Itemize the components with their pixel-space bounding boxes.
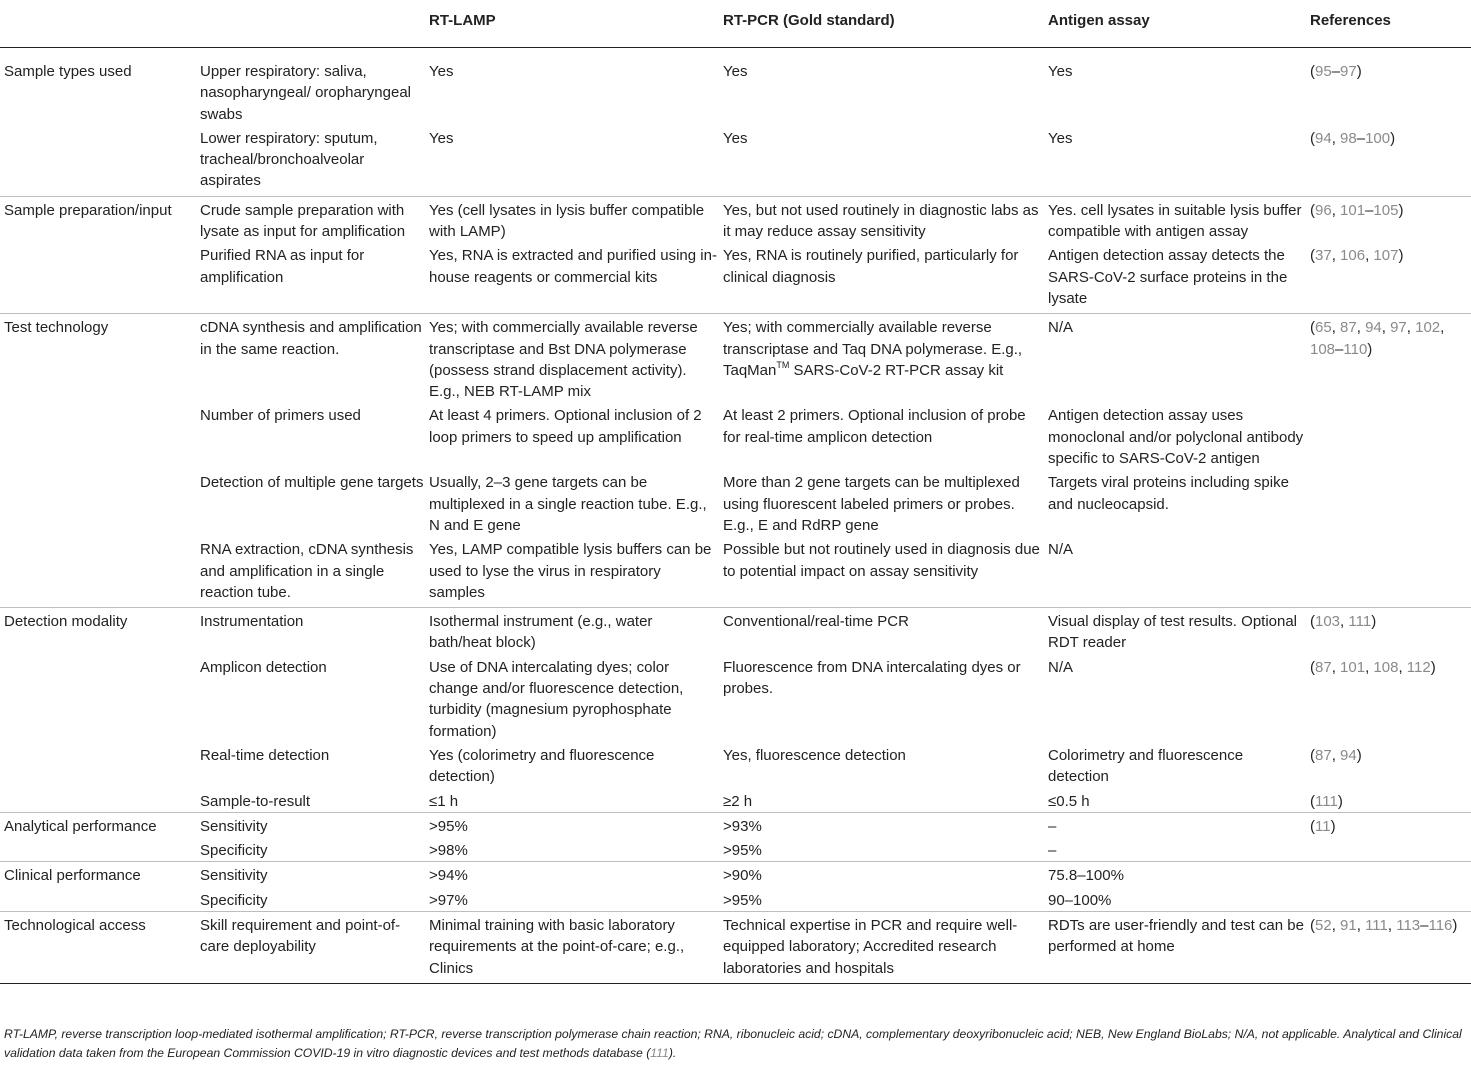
- table-row: [0, 469, 1471, 536]
- ref-dash: –: [1365, 201, 1374, 219]
- ref-link[interactable]: 107: [1373, 247, 1399, 265]
- feature-cell: Sensitivity: [200, 817, 268, 835]
- rt-lamp-cell: Usually, 2–3 gene targets can be multiplexed in a single reaction tube. E.g., N and E gene: [429, 474, 707, 534]
- ref-sep: ,: [1387, 916, 1397, 934]
- feature-cell: Specificity: [196, 887, 425, 912]
- ref-link[interactable]: 98: [1340, 129, 1357, 147]
- ref-paren: ): [1356, 746, 1362, 764]
- ref-paren: (: [1310, 817, 1315, 835]
- table-row: [0, 196, 1471, 242]
- category-cell: [0, 654, 196, 742]
- ref-sep: ,: [1331, 201, 1341, 219]
- category-cell: Technological access: [0, 911, 196, 983]
- rt-lamp-cell: >98%: [425, 837, 719, 862]
- ref-sep: ,: [1365, 247, 1374, 265]
- ref-paren: (: [1310, 746, 1315, 764]
- header-antigen-assay: Antigen assay: [1044, 3, 1306, 48]
- ref-link[interactable]: 110: [1343, 340, 1368, 358]
- antigen-cell: Visual display of test results. Optional RDT reader: [1048, 613, 1298, 652]
- table-header-row: [0, 3, 1471, 48]
- category-cell: [0, 469, 196, 536]
- antigen-cell: RDTs are user-friendly and test can be performed at home: [1044, 911, 1306, 983]
- ref-paren: ): [1430, 658, 1436, 676]
- ref-link[interactable]: 87: [1315, 746, 1332, 764]
- references-cell: [1306, 812, 1471, 837]
- feature-cell: Crude sample preparation with lysate as input for amplification: [200, 201, 406, 241]
- rt-lamp-cell: Isothermal instrument (e.g., water bath/heat block): [429, 613, 653, 652]
- feature-cell: Number of primers used: [200, 407, 361, 425]
- category-cell: Analytical performance: [4, 817, 157, 835]
- ref-sep: ,: [1398, 658, 1407, 676]
- ref-paren: (: [1310, 658, 1315, 676]
- ref-link[interactable]: 116: [1428, 916, 1453, 934]
- header-rt-lamp: RT-LAMP: [425, 3, 719, 48]
- rt-pcr-cell: Possible but not routinely used in diagnosis due to potential impact on assay sensitivity: [719, 536, 1044, 607]
- antigen-cell: Yes. cell lysates in suitable lysis buffer compatible with antigen assay: [1048, 201, 1302, 241]
- rt-lamp-cell: Yes: [425, 125, 719, 196]
- ref-sep: ,: [1331, 746, 1341, 764]
- rt-pcr-cell: At least 2 primers. Optional inclusion of probe for real-time amplicon detection: [723, 407, 1026, 446]
- antigen-cell: N/A: [1048, 319, 1074, 337]
- feature-cell: Upper respiratory: saliva, nasopharyngeal/ oropharyngeal swabs: [200, 63, 411, 123]
- ref-link[interactable]: 108: [1310, 340, 1336, 358]
- footnote-paren: (: [646, 1046, 651, 1060]
- rt-pcr-cell: >90%: [723, 867, 762, 885]
- ref-link[interactable]: 91: [1340, 916, 1357, 934]
- rt-pcr-cell: Yes: [723, 63, 748, 80]
- ref-paren: ): [1398, 201, 1404, 219]
- table-row: [0, 788, 1471, 813]
- references-cell: [1306, 837, 1471, 862]
- rt-pcr-cell: Technical expertise in PCR and require well-equipped laboratory; Accredited research laboratories and hospitals: [719, 911, 1044, 983]
- table-footnote: [4, 1025, 1464, 1063]
- rt-pcr-text-end: SARS-CoV-2 RT-PCR assay kit: [789, 361, 1004, 379]
- ref-paren: ): [1452, 916, 1458, 934]
- ref-link[interactable]: 105: [1373, 201, 1399, 219]
- category-cell: Test technology: [4, 319, 109, 337]
- rt-lamp-cell: Yes, RNA is extracted and purified using in-house reagents or commercial kits: [425, 242, 719, 313]
- ref-paren: (: [1310, 63, 1315, 80]
- references-cell: [1306, 536, 1471, 607]
- rt-lamp-cell: >94%: [429, 867, 468, 885]
- ref-link[interactable]: 111: [1365, 916, 1388, 934]
- references-cell: [1306, 125, 1471, 196]
- rt-pcr-cell: >95%: [719, 887, 1044, 912]
- table-row: [0, 242, 1471, 313]
- ref-sep: ,: [1406, 319, 1416, 337]
- ref-dash: –: [1335, 340, 1344, 358]
- ref-dash: –: [1420, 916, 1429, 934]
- category-cell: Sample preparation/input: [4, 201, 172, 219]
- ref-paren: ): [1398, 247, 1404, 265]
- ref-link[interactable]: 113: [1396, 916, 1421, 934]
- ref-sep: ,: [1331, 916, 1341, 934]
- rt-pcr-cell: Yes, RNA is routinely purified, particularly for clinical diagnosis: [719, 242, 1044, 313]
- feature-cell: Sample-to-result: [196, 788, 425, 813]
- rt-pcr-cell: >93%: [723, 817, 762, 835]
- ref-link[interactable]: 111: [1315, 792, 1338, 810]
- ref-sep: ,: [1340, 613, 1349, 631]
- ref-sep: ,: [1365, 658, 1374, 676]
- ref-link[interactable]: 11: [1315, 817, 1331, 835]
- table-row: [0, 536, 1471, 607]
- ref-paren: ): [1390, 129, 1396, 147]
- rt-pcr-cell: Conventional/real-time PCR: [723, 613, 909, 631]
- rt-pcr-cell: >95%: [719, 837, 1044, 862]
- ref-link[interactable]: 97: [1340, 63, 1357, 80]
- rt-pcr-cell: [719, 314, 1044, 403]
- references-cell: [1306, 654, 1471, 742]
- antigen-cell: Yes: [1048, 63, 1073, 80]
- rt-pcr-cell: More than 2 gene targets can be multiplexed using fluorescent labeled primers or probes. E.g., E and RdRP gene: [723, 474, 1020, 534]
- trademark-sup: TM: [776, 359, 790, 370]
- rt-lamp-cell: Yes (colorimetry and fluorescence detection): [429, 746, 655, 786]
- rt-lamp-cell: Use of DNA intercalating dyes; color change and/or fluorescence detection, turbidity (magnesium pyrophosphate formation): [429, 658, 684, 740]
- references-cell: [1306, 862, 1471, 887]
- ref-paren: ): [1330, 817, 1336, 835]
- ref-dash: –: [1331, 63, 1341, 80]
- references-cell: [1306, 742, 1471, 788]
- antigen-cell: 90–100%: [1044, 887, 1306, 912]
- ref-dash: –: [1356, 129, 1366, 147]
- ref-link[interactable]: 94: [1340, 746, 1357, 764]
- antigen-cell: N/A: [1048, 658, 1074, 676]
- rt-pcr-cell: Yes, but not used routinely in diagnostic labs as it may reduce assay sensitivity: [723, 201, 1039, 241]
- ref-link[interactable]: 100: [1365, 129, 1391, 147]
- ref-sep: ,: [1331, 319, 1341, 337]
- ref-link[interactable]: 95: [1315, 63, 1332, 80]
- references-cell: [1306, 887, 1471, 912]
- antigen-cell: ≤0.5 h: [1044, 788, 1306, 813]
- category-cell: [0, 788, 196, 813]
- antigen-cell: Targets viral proteins including spike and nucleocapsid.: [1048, 474, 1289, 513]
- antigen-cell: Yes: [1044, 125, 1306, 196]
- feature-cell: Purified RNA as input for amplification: [196, 242, 425, 313]
- ref-link[interactable]: 97: [1390, 319, 1407, 337]
- feature-cell: Skill requirement and point-of-care deployability: [196, 911, 425, 983]
- table-row: [0, 654, 1471, 742]
- ref-link[interactable]: 65: [1315, 319, 1332, 337]
- table-row: [0, 862, 1471, 887]
- ref-link[interactable]: 108: [1373, 658, 1399, 676]
- rt-lamp-cell: Yes; with commercially available reverse transcriptase and Bst DNA polymerase (possess strand displacement activity). E.g., NEB RT-LAMP mix: [429, 319, 698, 401]
- antigen-cell: Colorimetry and fluorescence detection: [1048, 746, 1244, 786]
- rt-lamp-cell: >95%: [429, 817, 468, 835]
- ref-link[interactable]: 112: [1406, 658, 1431, 676]
- rt-pcr-cell: Fluorescence from DNA intercalating dyes or probes.: [723, 658, 1021, 698]
- footnote-paren-end: ).: [668, 1046, 677, 1060]
- category-cell: [0, 837, 196, 862]
- ref-sep: ,: [1331, 658, 1341, 676]
- ref-paren: (: [1310, 916, 1315, 934]
- ref-sep: ,: [1331, 129, 1341, 147]
- references-cell: [1306, 48, 1471, 125]
- header-blank-1: [0, 3, 196, 48]
- ref-link[interactable]: 52: [1315, 916, 1332, 934]
- ref-sep: ,: [1331, 247, 1341, 265]
- ref-paren: ): [1367, 340, 1373, 358]
- references-cell: [1306, 608, 1471, 654]
- ref-link[interactable]: 101: [1340, 201, 1366, 219]
- ref-paren: (: [1310, 247, 1315, 265]
- category-cell: [0, 125, 196, 196]
- ref-link[interactable]: 94: [1315, 129, 1332, 147]
- rt-pcr-cell: Yes, fluorescence detection: [723, 746, 906, 764]
- ref-link[interactable]: 96: [1315, 201, 1332, 219]
- ref-link[interactable]: 101: [1340, 658, 1366, 676]
- ref-paren: (: [1310, 319, 1315, 337]
- ref-paren: (: [1310, 792, 1315, 810]
- ref-paren: ): [1371, 613, 1377, 631]
- feature-cell: Lower respiratory: sputum, tracheal/bronchoalveolar aspirates: [196, 125, 425, 196]
- ref-sep: ,: [1381, 319, 1391, 337]
- rt-lamp-cell: Minimal training with basic laboratory requirements at the point-of-care; e.g., Clinics: [425, 911, 719, 983]
- rt-lamp-cell: At least 4 primers. Optional inclusion of 2 loop primers to speed up amplification: [429, 407, 702, 446]
- feature-cell: Sensitivity: [200, 867, 268, 885]
- antigen-cell: –: [1048, 817, 1057, 835]
- ref-link[interactable]: 111: [1348, 613, 1372, 631]
- category-cell: [0, 242, 196, 313]
- table-row: [0, 48, 1471, 125]
- comparison-table: [0, 3, 1471, 984]
- references-cell: [1306, 788, 1471, 813]
- feature-cell: Instrumentation: [200, 613, 304, 631]
- table-row: [0, 742, 1471, 788]
- ref-paren: (: [1310, 613, 1315, 631]
- feature-cell: RNA extraction, cDNA synthesis and amplification in a single reaction tube.: [196, 536, 425, 607]
- ref-paren: (: [1310, 201, 1315, 219]
- ref-sep: ,: [1440, 319, 1445, 337]
- references-cell: [1306, 196, 1471, 242]
- references-cell: [1306, 242, 1471, 313]
- category-cell: [0, 742, 196, 788]
- rt-pcr-text: Yes; with commercially available reverse transcriptase and Taq DNA polymerase. E.g., TaqMan: [723, 319, 1023, 379]
- antigen-cell: 75.8–100%: [1048, 867, 1124, 885]
- category-cell: Clinical performance: [4, 867, 141, 885]
- ref-link[interactable]: 37: [1315, 247, 1332, 265]
- header-blank-2: [196, 3, 425, 48]
- references-cell: [1306, 911, 1471, 983]
- rt-lamp-cell: Yes (cell lysates in lysis buffer compatible with LAMP): [429, 201, 705, 241]
- table-row: [0, 911, 1471, 983]
- footnote-ref-link[interactable]: 111: [650, 1046, 669, 1060]
- ref-paren: ): [1337, 792, 1343, 810]
- feature-cell: Detection of multiple gene targets: [200, 474, 424, 492]
- rt-pcr-cell: Yes: [719, 125, 1044, 196]
- references-cell: [1306, 314, 1471, 403]
- ref-paren: ): [1356, 63, 1362, 80]
- table-row: [0, 812, 1471, 837]
- ref-sep: ,: [1356, 319, 1366, 337]
- category-cell: [0, 536, 196, 607]
- ref-link[interactable]: 87: [1315, 658, 1332, 676]
- ref-link[interactable]: 94: [1365, 319, 1382, 337]
- antigen-cell: –: [1044, 837, 1306, 862]
- rt-pcr-cell: ≥2 h: [719, 788, 1044, 813]
- references-cell: [1306, 469, 1471, 536]
- antigen-cell: Antigen detection assay detects the SARS-CoV-2 surface proteins in the lysate: [1044, 242, 1306, 313]
- table-row: [0, 887, 1471, 912]
- rt-lamp-cell: Yes: [429, 63, 454, 80]
- rt-lamp-cell: ≤1 h: [425, 788, 719, 813]
- feature-cell: Amplicon detection: [200, 658, 327, 676]
- ref-link[interactable]: 102: [1415, 319, 1441, 337]
- references-cell: [1306, 402, 1471, 469]
- feature-cell: cDNA synthesis and amplification in the same reaction.: [200, 319, 422, 358]
- footnote-text: RT-LAMP, reverse transcription loop-mediated isothermal amplification; RT-PCR, reverse transcription polymerase chain reaction; RNA, ribonucleic acid; cDNA, complementary deoxyribonucleic acid; NEB, New England BioLabs; N/A, not applicable. Analytical and Clinical validation data taken from the European Commission COVID-19 in vitro diagnostic devices and test methods database: [4, 1027, 1462, 1060]
- antigen-cell: N/A: [1044, 536, 1306, 607]
- table-row: [0, 402, 1471, 469]
- header-rt-pcr: RT-PCR (Gold standard): [719, 3, 1044, 48]
- header-references: References: [1306, 3, 1471, 48]
- feature-cell: Real-time detection: [200, 746, 330, 764]
- antigen-cell: Antigen detection assay uses monoclonal and/or polyclonal antibody specific to SARS-CoV-2 antigen: [1048, 407, 1304, 468]
- table-row: [0, 608, 1471, 654]
- ref-link[interactable]: 103: [1315, 613, 1341, 631]
- category-cell: Sample types used: [4, 63, 132, 80]
- ref-link[interactable]: 87: [1340, 319, 1357, 337]
- table-row: [0, 314, 1471, 403]
- ref-link[interactable]: 106: [1340, 247, 1366, 265]
- table-row: [0, 125, 1471, 196]
- category-cell: Detection modality: [4, 613, 128, 631]
- ref-paren: (: [1310, 129, 1315, 147]
- feature-cell: Specificity: [196, 837, 425, 862]
- table-row: [0, 837, 1471, 862]
- ref-sep: ,: [1356, 916, 1366, 934]
- rt-lamp-cell: Yes, LAMP compatible lysis buffers can be used to lyse the virus in respiratory samples: [425, 536, 719, 607]
- category-cell: [0, 887, 196, 912]
- rt-lamp-cell: >97%: [425, 887, 719, 912]
- category-cell: [0, 402, 196, 469]
